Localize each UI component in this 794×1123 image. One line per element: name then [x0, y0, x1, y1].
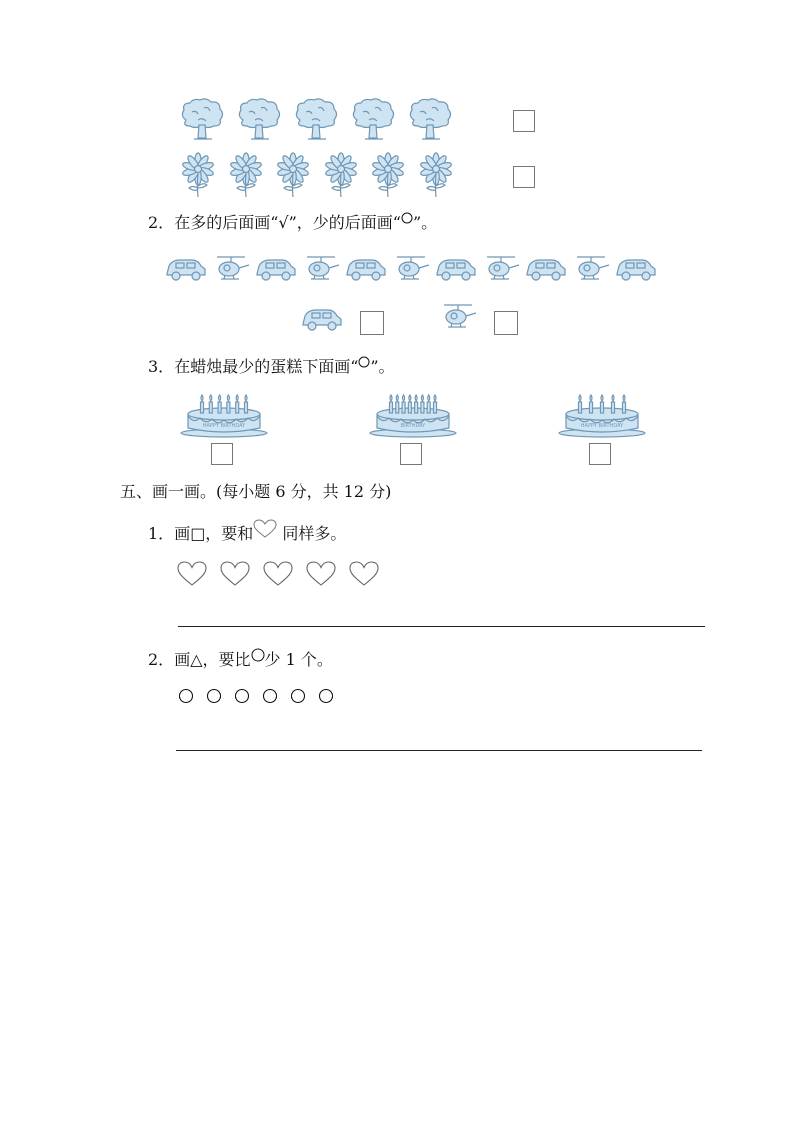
- section-five-q2-text-a: 画△，要比: [174, 650, 251, 669]
- small-circle-icon: [358, 356, 370, 368]
- car-icon: [524, 256, 568, 282]
- circle-icon: [318, 688, 334, 704]
- question-2-text-b: ”。: [412, 213, 438, 232]
- section-five-q1-number: 1．: [148, 524, 175, 543]
- helicopter-icon: [391, 252, 431, 284]
- answer-line-q1[interactable]: [178, 626, 705, 627]
- tree-icon: [235, 98, 283, 142]
- heart-icon: [220, 561, 250, 587]
- helicopter-icon: [301, 252, 341, 284]
- birthday-cake-icon: [558, 394, 646, 438]
- car-icon: [344, 256, 388, 282]
- cake-label: HAPPY BIRTHDAY: [580, 423, 624, 429]
- helicopter-icon: [438, 300, 478, 332]
- tree-icon: [406, 98, 454, 142]
- heart-icon: [253, 519, 277, 539]
- section-five-q2-text-b: 少 1 个。: [264, 650, 333, 669]
- question-3-text-b: ”。: [370, 357, 395, 376]
- circle-icon: [234, 688, 250, 704]
- helicopter-icon: [571, 252, 611, 284]
- car-icon: [300, 306, 344, 332]
- cake-label: HAPPY BIRTHDAY: [202, 423, 246, 429]
- answer-box-trees[interactable]: [513, 110, 535, 132]
- flower-icon: [370, 154, 406, 198]
- answer-box-helicopters[interactable]: [494, 311, 518, 335]
- circle-icon: [178, 688, 194, 704]
- helicopter-icon: [211, 252, 251, 284]
- tree-icon: [349, 98, 397, 142]
- tree-icon: [178, 98, 226, 142]
- answer-line-q2[interactable]: [176, 750, 702, 751]
- answer-box-cake-2[interactable]: [400, 443, 422, 465]
- heart-icon: [349, 561, 379, 587]
- car-icon: [164, 256, 208, 282]
- section-five-heading: 五、画一画。(每小题 6 分，共 12 分): [120, 482, 392, 501]
- flower-icon: [180, 154, 216, 198]
- birthday-cake-icon: [369, 394, 457, 438]
- heart-icon: [263, 561, 293, 587]
- small-circle-icon: [401, 212, 413, 224]
- circle-icon: [290, 688, 306, 704]
- answer-box-cake-1[interactable]: [211, 443, 233, 465]
- heart-icon: [306, 561, 336, 587]
- answer-box-cake-3[interactable]: [589, 443, 611, 465]
- tree-icon: [292, 98, 340, 142]
- small-circle-icon: [251, 648, 265, 662]
- question-3-line: [148, 357, 395, 377]
- section-five-q1-line: [148, 524, 346, 545]
- section-five-q1-text-a: 画□，要和: [174, 524, 254, 543]
- question-3-number: 3．: [148, 357, 175, 376]
- answer-box-cars[interactable]: [360, 311, 384, 335]
- question-3-text-a: 在蜡烛最少的蛋糕下面画“: [174, 357, 359, 376]
- flower-icon: [323, 154, 359, 198]
- flower-icon: [275, 154, 311, 198]
- flower-icon: [228, 154, 264, 198]
- cake-label: BIRTHDAY: [400, 423, 426, 429]
- question-2-text-a: 在多的后面画“√”，少的后面画“: [174, 213, 401, 232]
- flower-icon: [418, 154, 454, 198]
- section-five-q2-number: 2．: [148, 650, 175, 669]
- circle-icon: [262, 688, 278, 704]
- section-five-q2-line: [148, 650, 333, 670]
- question-2-number: 2．: [148, 213, 175, 232]
- section-five-q1-text-b: 同样多。: [277, 524, 347, 543]
- answer-box-flowers[interactable]: [513, 166, 535, 188]
- helicopter-icon: [481, 252, 521, 284]
- car-icon: [434, 256, 478, 282]
- circle-icon: [206, 688, 222, 704]
- heart-icon: [177, 561, 207, 587]
- birthday-cake-icon: [180, 394, 268, 438]
- question-2-line: [148, 213, 437, 233]
- car-icon: [614, 256, 658, 282]
- car-icon: [254, 256, 298, 282]
